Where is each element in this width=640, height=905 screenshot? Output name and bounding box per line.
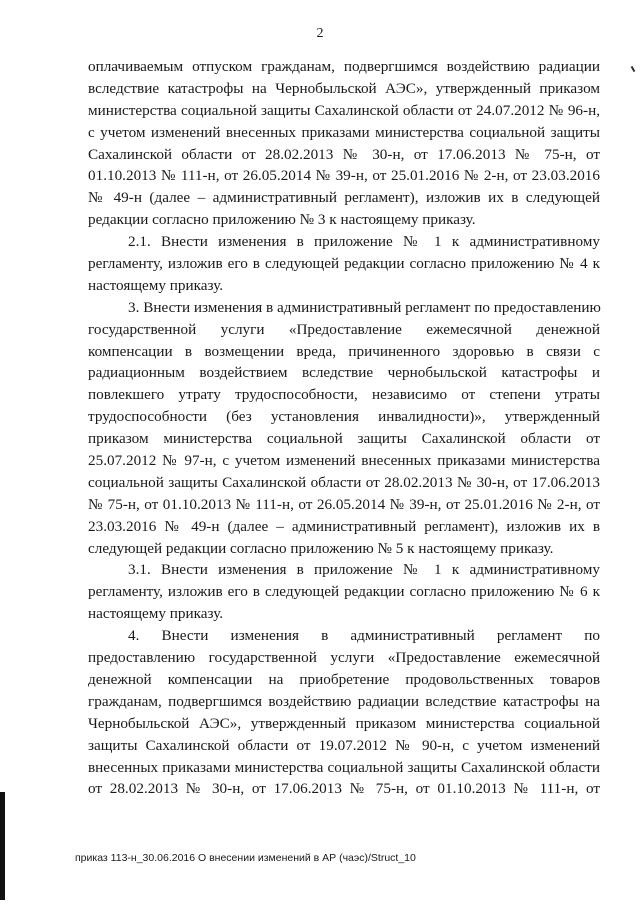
text-line: социальной защиты Сахалинской области от 28.02.2013 № 30-н, от 17.06.2013 [88, 473, 600, 491]
text-line: 25.07.2012 № 97-н, с учетом изменений внесенных приказами министерства [88, 452, 600, 470]
scan-mark [631, 66, 636, 72]
text-line: 4. Внести изменения в административный регламент по [128, 627, 600, 645]
text-line: повлекшего утрату трудоспособности, независимо от степени утраты [88, 386, 600, 404]
text-line: денежной компенсации на приобретение продовольственных товаров [88, 670, 600, 688]
text-line: редакции согласно приложению № 3 к настоящему приказу. [88, 211, 476, 229]
text-line: № 75-н, от 01.10.2013 № 111-н, от 26.05.2014 № 39-н, от 25.01.2016 № 2-н, от [88, 495, 600, 513]
text-line: 2.1. Внести изменения в приложение № 1 к административному [128, 233, 600, 251]
text-line: внесенных приказами министерства социальной защиты Сахалинской области [88, 758, 600, 776]
text-line: № 49-н (далее – административный регламент), изложив их в следующей [88, 189, 600, 207]
text-line: настоящему приказу. [88, 605, 224, 623]
text-line: защиты Сахалинской области от 19.07.2012 № 90-н, с учетом изменений [88, 736, 600, 754]
text-line: регламенту, изложив его в следующей редакции согласно приложению № 4 к [88, 255, 600, 273]
text-line: компенсации в возмещении вреда, причиненного здоровью в связи с [88, 342, 600, 360]
text-line: предоставлению государственной услуги «Предоставление ежемесячной [88, 649, 600, 667]
text-line: министерства социальной защиты Сахалинской области от 24.07.2012 № 96-н, [88, 101, 600, 119]
text-line: трудоспособности (без установления инвалидности)», утвержденный [88, 408, 600, 426]
scan-edge-shadow [0, 792, 5, 900]
text-line: следующей редакции согласно приложению № 5 к настоящему приказу. [88, 539, 554, 557]
footer-file-reference: приказ 113-н_30.06.2016 О внесении изменений в АР (чаэс)/Struct_10 [75, 852, 416, 864]
text-line: приказом министерства социальной защиты Сахалинской области от [88, 430, 600, 448]
text-line: радиационным воздействием вследствие чернобыльской катастрофы и [88, 364, 600, 382]
text-line: от 28.02.2013 № 30-н, от 17.06.2013 № 75-н, от 01.10.2013 № 111-н, от [88, 780, 600, 798]
text-line: 3. Внести изменения в административный регламент по предоставлению [128, 298, 601, 316]
text-line: с учетом изменений внесенных приказами министерства социальной защиты [88, 123, 600, 141]
text-line: 01.10.2013 № 111-н, от 26.05.2014 № 39-н, от 25.01.2016 № 2-н, от 23.03.2016 [88, 167, 600, 185]
text-line: оплачиваемым отпуском гражданам, подвергшимся воздействию радиации [88, 58, 600, 75]
text-line: вследствие катастрофы на Чернобыльской АЭС», утвержденный приказом [88, 79, 600, 97]
text-line: настоящему приказу. [88, 276, 224, 294]
text-line: Чернобыльской АЭС», утвержденный приказом министерства социальной [88, 714, 600, 732]
text-line: гражданам, подвергшимся воздействию радиации вследствие катастрофы на [88, 692, 600, 710]
text-line: 23.03.2016 № 49-н (далее – административный регламент), изложив их в [88, 517, 600, 535]
text-line: Сахалинской области от 28.02.2013 № 30-н, от 17.06.2013 № 75-н, от [88, 145, 600, 163]
text-line: регламенту, изложив его в следующей редакции согласно приложению № 6 к [88, 583, 600, 601]
text-line: 3.1. Внести изменения в приложение № 1 к административному [128, 561, 600, 579]
page-number: 2 [316, 26, 324, 41]
document-body [88, 56, 600, 800]
text-line: государственной услуги «Предоставление ежемесячной денежной [88, 320, 600, 338]
